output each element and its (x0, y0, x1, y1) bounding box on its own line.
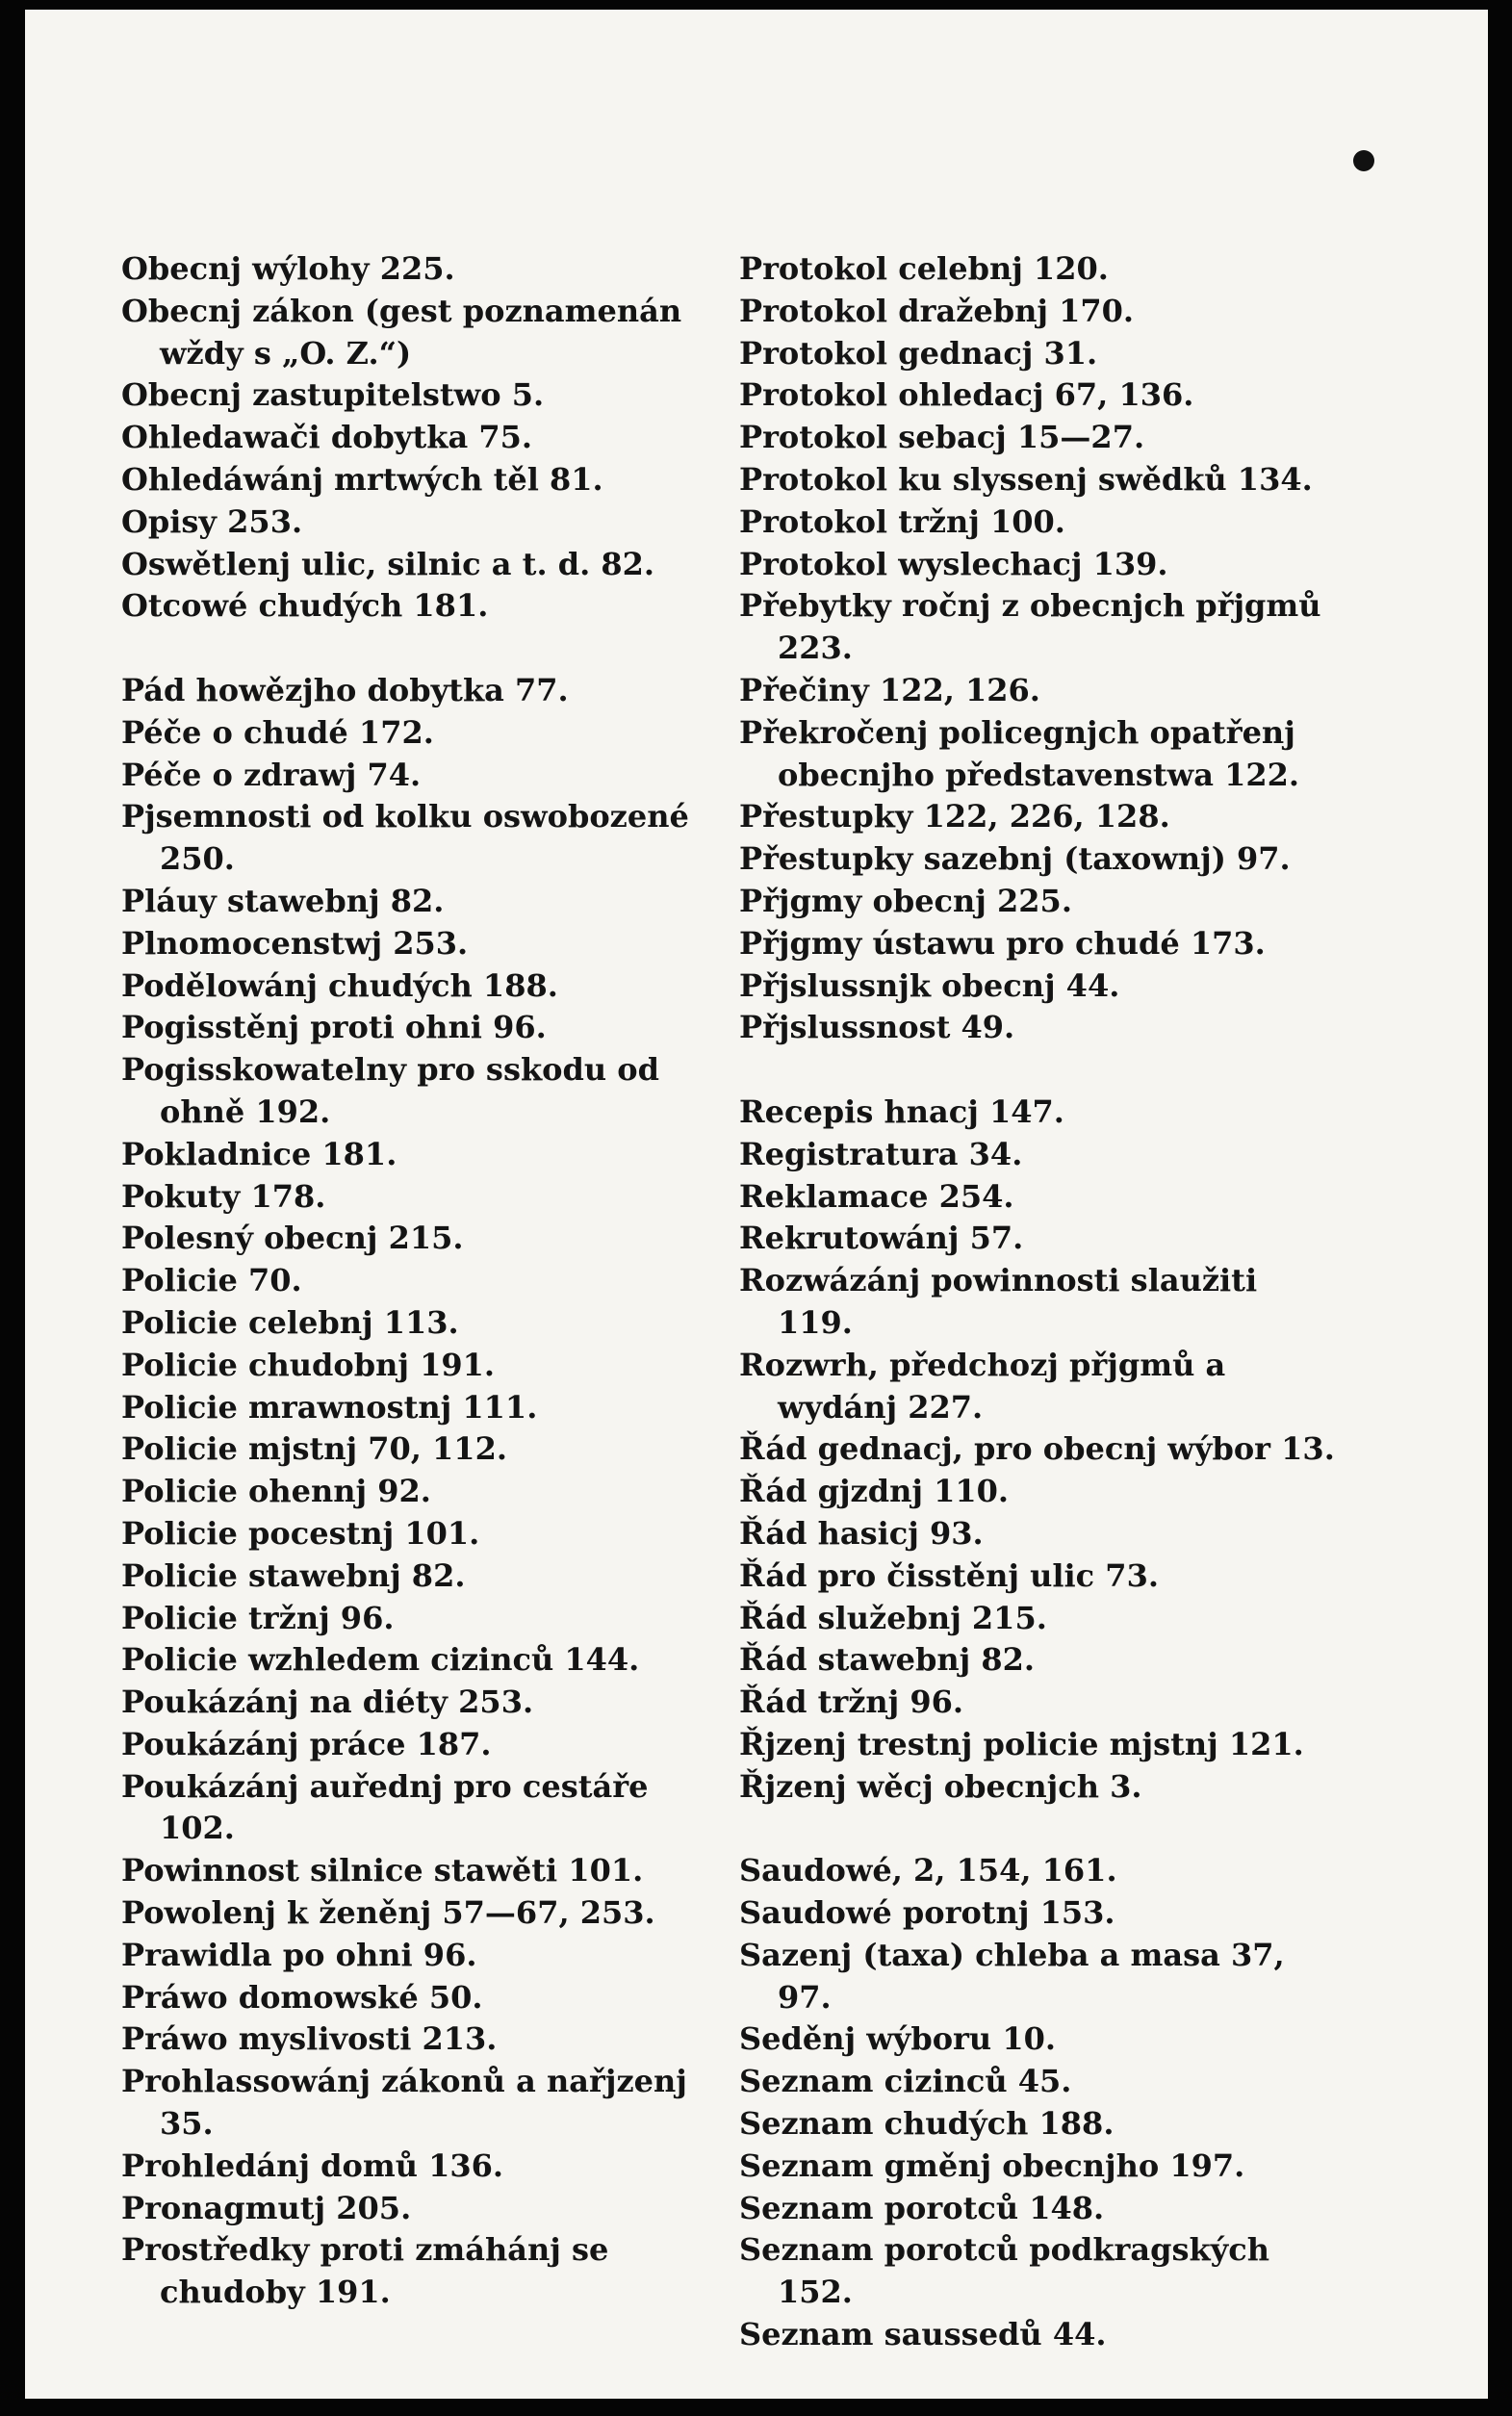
index-entry: Obecnj wýlohy 225. (121, 250, 455, 287)
index-entry: Seznam porotců podkragských 152. (739, 2231, 1281, 2311)
index-entry: Protokol wyslechacj 139. (739, 545, 1168, 582)
index-entry: Pád howězjho dobytka 77. (121, 671, 569, 708)
index-entry: Polesný obecnj 215. (121, 1220, 464, 1257)
index-entry: Protokol celebnj 120. (739, 250, 1109, 287)
index-entry: Policie tržnj 96. (121, 1599, 395, 1636)
index-entry: Seznam gměnj obecnjho 197. (739, 2146, 1245, 2184)
index-entry: Policie mrawnostnj 111. (121, 1388, 538, 1426)
index-entry: Pogisskowatelny pro sskodu od ohně 192. (121, 1051, 671, 1130)
index-entry: Obecnj zastupitelstwo 5. (121, 376, 545, 414)
index-entry: Překročenj policegnjch opatřenj obecnjho představenstwa 122. (739, 713, 1306, 793)
index-column-right (739, 248, 1336, 2356)
index-entry: Reklamace 254. (739, 1177, 1014, 1215)
index-entry: Ohledáwánj mrtwých těl 81. (121, 460, 603, 498)
index-entry: Policie 70. (121, 1262, 302, 1299)
index-entry: Přečiny 122, 126. (739, 671, 1040, 708)
index-entry: Práwo domowské 50. (121, 1978, 483, 2016)
index-entry: Práwo myslivosti 213. (121, 2020, 498, 2058)
index-entry: Řjzenj trestnj policie mjstnj 121. (739, 1725, 1304, 1762)
index-entry: Powinnost silnice stawěti 101. (121, 1852, 644, 1889)
index-entry: Poukázánj práce 187. (121, 1725, 492, 1762)
index-entry: Řád pro čisstěnj ulic 73. (739, 1556, 1159, 1594)
index-entry: Policie celebnj 113. (121, 1303, 459, 1341)
index-entry: Protokol tržnj 100. (739, 502, 1065, 540)
index-entry: Rozwázánj powinnosti slaužiti 119. (739, 1262, 1269, 1341)
index-page (25, 10, 1488, 2399)
index-entry: Protokol ku slyssenj swědků 134. (739, 460, 1313, 498)
index-entry: Přjslussnost 49. (739, 1009, 1015, 1046)
index-entry: Registratura 34. (739, 1135, 1023, 1172)
index-entry: Seděnj wýboru 10. (739, 2020, 1056, 2058)
index-entry: Seznam cizinců 45. (739, 2063, 1072, 2100)
index-entry: Prohledánj domů 136. (121, 2146, 504, 2184)
index-entry: Policie ohennj 92. (121, 1473, 431, 1510)
index-entry: Policie mjstnj 70, 112. (121, 1430, 507, 1468)
index-entry: Rozwrh, předchozj přjgmů a wydánj 227. (739, 1346, 1237, 1426)
index-entry: Poukázánj auřednj pro cestáře 102. (121, 1767, 659, 1847)
index-entry: Oswětlenj ulic, silnic a t. d. 82. (121, 545, 655, 582)
index-entry: Řjzenj wěcj obecnjch 3. (739, 1767, 1142, 1805)
index-entry: Obecnj zákon (gest poznamenán wždy s „O. Z.“) (121, 292, 693, 372)
index-entry: Podělowánj chudých 188. (121, 966, 558, 1004)
section-gap (739, 1808, 1336, 1850)
index-entry: Prohlassowánj zákonů a nařjzenj 35. (121, 2063, 698, 2143)
index-entry: Řád hasicj 93. (739, 1514, 984, 1552)
index-entry: Řád služebnj 215. (739, 1599, 1047, 1636)
index-entry: Protokol gednacj 31. (739, 334, 1098, 372)
index-entry: Seznam saussedů 44. (739, 2316, 1107, 2353)
index-entry: Saudowé porotnj 153. (739, 1894, 1115, 1932)
index-entry: Sazenj (taxa) chleba a masa 37, 97. (739, 1936, 1295, 2016)
index-entry: Péče o chudé 172. (121, 713, 434, 751)
index-entry: Seznam porotců 148. (739, 2189, 1105, 2226)
index-entry: Prawidla po ohni 96. (121, 1936, 477, 1973)
index-entry: Ohledawači dobytka 75. (121, 419, 533, 456)
index-entry: Řád gednacj, pro obecnj wýbor 13. (739, 1430, 1335, 1468)
index-entry: Protokol sebacj 15—27. (739, 419, 1145, 456)
index-entry: Pláuy stawebnj 82. (121, 882, 445, 919)
index-entry: Prostředky proti zmáhánj se chudoby 191. (121, 2231, 620, 2311)
index-entry: Pokladnice 181. (121, 1135, 397, 1172)
index-column-left (121, 248, 718, 2314)
index-entry: Opisy 253. (121, 502, 303, 540)
index-entry: Pjsemnosti od kolku oswobozené 250. (121, 798, 700, 878)
index-entry: Péče o zdrawj 74. (121, 756, 422, 793)
index-entry: Poukázánj na diéty 253. (121, 1683, 534, 1721)
index-entry: Pokuty 178. (121, 1177, 326, 1215)
index-entry: Saudowé, 2, 154, 161. (739, 1852, 1117, 1889)
index-entry: Plnomocenstwj 253. (121, 924, 469, 962)
index-entry: Přjgmy obecnj 225. (739, 882, 1072, 919)
index-entry: Protokol dražebnj 170. (739, 292, 1134, 329)
ink-dot (1353, 150, 1374, 171)
index-entry: Policie wzhledem cizinců 144. (121, 1641, 640, 1679)
index-entry: Otcowé chudých 181. (121, 587, 489, 625)
index-entry: Powolenj k ženěnj 57—67, 253. (121, 1894, 655, 1932)
index-entry: Policie pocestnj 101. (121, 1514, 480, 1552)
index-entry: Pogisstěnj proti ohni 96. (121, 1009, 547, 1046)
section-gap (121, 628, 718, 670)
index-entry: Pronagmutj 205. (121, 2189, 412, 2226)
index-entry: Policie stawebnj 82. (121, 1556, 466, 1594)
index-entry: Přebytky ročnj z obecnjch přjgmů 223. (739, 587, 1332, 667)
index-entry: Řád stawebnj 82. (739, 1641, 1036, 1679)
index-entry: Přjgmy ústawu pro chudé 173. (739, 924, 1266, 962)
section-gap (739, 1049, 1336, 1092)
index-entry: Přestupky 122, 226, 128. (739, 798, 1170, 835)
index-entry: Řád tržnj 96. (739, 1683, 964, 1721)
index-entry: Přestupky sazebnj (taxownj) 97. (739, 840, 1291, 878)
index-entry: Policie chudobnj 191. (121, 1346, 496, 1383)
index-entry: Přjslussnjk obecnj 44. (739, 966, 1120, 1004)
index-entry: Seznam chudých 188. (739, 2105, 1115, 2143)
index-entry: Rekrutowánj 57. (739, 1220, 1024, 1257)
index-entry: Protokol ohledacj 67, 136. (739, 376, 1194, 414)
index-entry: Řád gjzdnj 110. (739, 1473, 1009, 1510)
index-entry: Recepis hnacj 147. (739, 1092, 1064, 1130)
